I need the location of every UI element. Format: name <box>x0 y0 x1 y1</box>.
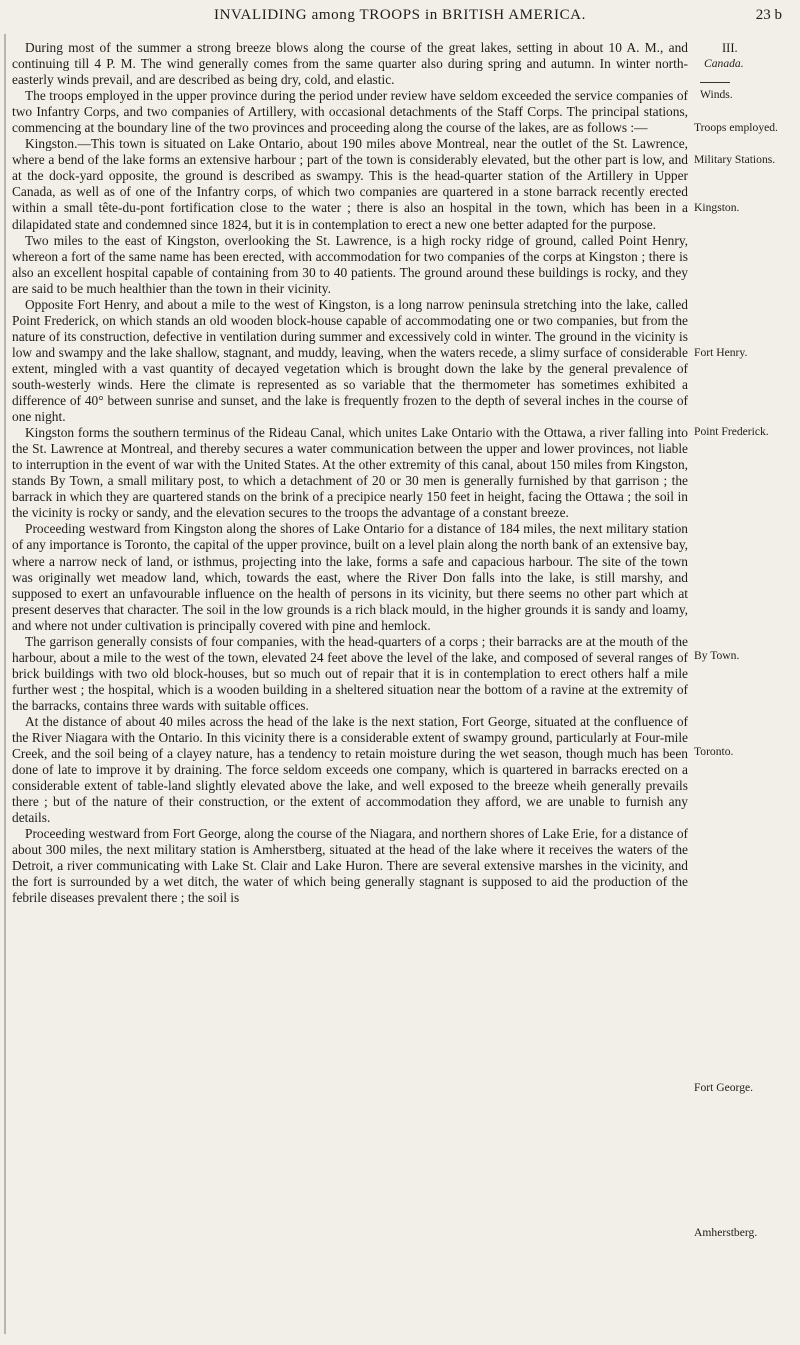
running-head <box>0 7 800 31</box>
margin-note-fort-henry: Fort Henry. <box>694 346 748 359</box>
margin-region: Canada. <box>704 57 744 70</box>
margin-section-rule <box>700 82 730 83</box>
margin-note-fort-george: Fort George. <box>694 1081 754 1094</box>
paragraph-toronto-garrison: The garrison generally consists of four companies, with the head-quarters of a corps ; their barracks are at the mouth of the harbour, about a mile to the west of the town, elevated 24 feet above the level of the lake, and composed of several ranges of brick buildings with two old block-houses, but so much out of repair that it is in contemplation to erect others half a mile further west ; the hospital, which is a wooden building in a sheltered situation near the bottom of a ravine at the extremity of the barracks, contains three wards with suitable offices. <box>12 633 688 713</box>
margin-note-troops-employed: Troops employed. <box>694 121 778 134</box>
margin-note-by-town: By Town. <box>694 649 740 662</box>
margin-note-point-frederick: Point Frederick. <box>694 425 769 438</box>
paragraph-winds: During most of the summer a strong breeze blows along the course of the great lakes, setting in about 10 A. M., and continuing till 4 P. M. The wind generally comes from the same quarter also during spring and autumn. In winter north-easterly winds prevail, and are described as being dry, cold, and elastic. <box>12 40 688 88</box>
margin-note-kingston: Kingston. <box>694 201 740 214</box>
paragraph-toronto: Proceeding westward from Kingston along the shores of Lake Ontario for a distance of 184 miles, the next military station of any importance is Toronto, the capital of the upper province, built on a level plain along the north bank of an extensive bay, where a narrow neck of land, or isthmus, projecting into the lake, forms a safe and capacious harbour. The site of the town was originally wet meadow land, which, towards the east, where the River Don falls into the lake, is still marshy, and supposed to exert an unfavourable influence on the health of persons in its vicinity, but there seems no other part which at present deserves that character. The soil in the low grounds is a rich black mould, in the higher grounds it is sandy and loamy, and where not under cultivation is principally covered with pine and hemlock. <box>12 521 688 633</box>
left-margin-rule <box>4 34 6 1334</box>
margin-note-amherstberg: Amherstberg. <box>694 1226 758 1239</box>
margin-note-military-stations: Military Stations. <box>694 153 776 166</box>
page-number: 23 b <box>755 7 782 23</box>
paragraph-point-frederick: Opposite Fort Henry, and about a mile to the west of Kingston, is a long narrow peninsula stretching into the lake, called Point Frederick, on which stands an old wooden block-house capable of accommodating one or two companies, but from the nature of its construction, defective in ventilation during summer and excessively cold in winter. The ground in the vicinity is low and swampy and the lake shallow, stagnant, and muddy, leaving, when the waters recede, a slimy surface of considerable extent, mingled with a vast quantity of decayed vegetation which is brought down the lake by the general prevalence of south-westerly winds. Here the climate is represented as so variable that the thermometer has sometimes exhibited a difference of 40° between sunrise and sunset, and the lake is frequently frozen to the depth of several inches in the course of one night. <box>12 296 688 425</box>
section-number: III. <box>722 41 738 55</box>
paragraph-fort-henry: Two miles to the east of Kingston, overlooking the St. Lawrence, is a high rocky ridge of ground, called Point Henry, whereon a fort of the same name has been erected, with accommodation for two companies of the corps at Kingston ; there is also an excellent hospital capable of containing from 30 to 40 patients. The ground around these buildings is rocky, and they are said to be much healthier than the town in their vicinity. <box>12 232 688 296</box>
paragraph-troops: The troops employed in the upper province during the period under review have seldom exceeded the service companies of two Infantry Corps, and two companies of Artillery, with occasional detachments of the Staff Corps. The principal stations, commencing at the boundary line of the two provinces and proceeding along the course of the lakes, are as follows :— <box>12 88 688 136</box>
margin-note-toronto: Toronto. <box>694 745 734 758</box>
paragraph-amherstberg: Proceeding westward from Fort George, along the course of the Niagara, and northern shores of Lake Erie, for a distance of about 300 miles, the next military station is Amherstberg, situated at the head of the lake where it receives the waters of the Detroit, a river communicating with Lake St. Clair and Lake Huron. There are several extensive marshes in the vicinity, and the fort is surrounded by a wet ditch, the water of which being generally stagnant is supposed to aid the production of the febrile diseases prevalent there ; the soil is <box>12 826 688 906</box>
running-head-title: INVALIDING among TROOPS in BRITISH AMERICA. <box>214 7 586 23</box>
paragraph-kingston: Kingston.—This town is situated on Lake Ontario, about 190 miles above Montreal, near the outlet of the St. Lawrence, where a bend of the lake forms an extensive harbour ; part of the town is considerably elevated, but the other part is low, and at the dock-yard opposite, the ground is described as swampy. This is the head-quarter station of the Artillery in Upper Canada, as well as of one of the Infantry corps, of which two companies are quartered in a stone barrack recently erected within a small tête-du-pont fortification close to the water ; there is also an hospital in the town, which has been in a dilapidated state and condemned since 1824, but it is in contemplation to erect a new one better adapted for the purpose. <box>12 136 688 232</box>
paragraph-fort-george: At the distance of about 40 miles across the head of the lake is the next station, Fort George, situated at the confluence of the River Niagara with the Ontario. In this vicinity there is a considerable extent of swampy ground, particularly at Four-mile Creek, and the soil being of a clayey nature, has a tendency to retain moisture during the wet season, though much has been done of late to improve it by draining. The force seldom exceeds one company, which is quartered in barracks erected on a considerable extent of table-land slightly elevated above the lake, and well exposed to the breeze wheih generally prevails there ; but of the nature of their construction, or the extent of accommodation they afford, we are unable to furnish any details. <box>12 713 688 826</box>
paragraph-by-town: Kingston forms the southern terminus of the Rideau Canal, which unites Lake Ontario with the Ottawa, a river falling into the St. Lawrence at Montreal, and thereby secures a water communication between the upper and lower provinces, not liable to interruption in the event of war with the United States. At the other extremity of this canal, about 150 miles from Kingston, stands By Town, a small military post, to which a detachment of 20 or 30 men is generally furnished by that garrison ; the barrack in which they are quartered stands on the brink of a precipice nearly 150 feet in height, facing the Ottawa ; the soil in the vicinity is rocky or sandy, and the elevation secures to the troops the advantage of a constant breeze. <box>12 425 688 521</box>
body-text <box>12 40 688 907</box>
margin-note-winds: Winds. <box>700 88 733 101</box>
